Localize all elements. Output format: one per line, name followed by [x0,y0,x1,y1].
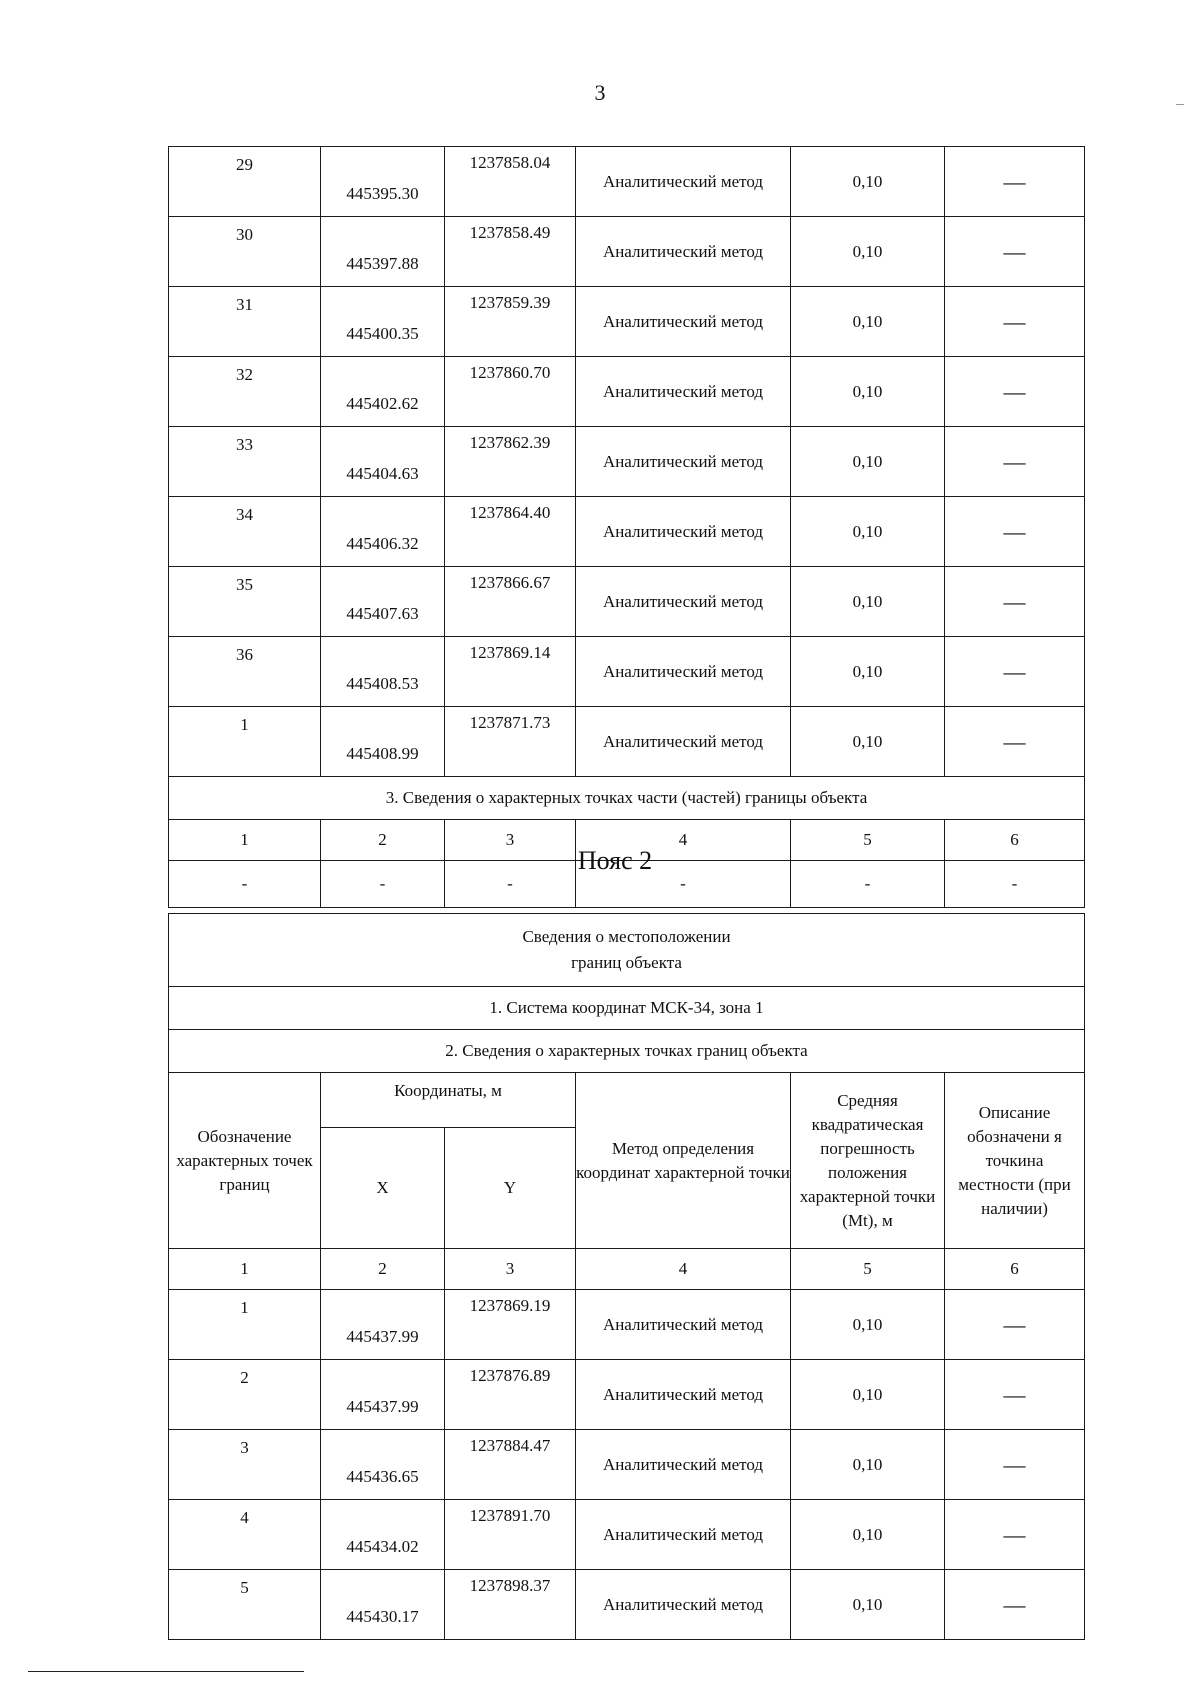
column-number: 2 [321,1249,445,1290]
table-row [169,147,1085,217]
point-number: 35 [169,567,321,637]
mean-error-cell: 0,10 [791,497,945,567]
column-number: 2 [321,820,445,861]
x-coordinate: 445402.62 [321,357,445,427]
y-coordinate: 1237871.73 [445,707,576,777]
point-number: 33 [169,427,321,497]
column-number: 6 [945,1249,1085,1290]
point-number: 5 [169,1570,321,1640]
method-cell: Аналитический метод [576,497,791,567]
point-number: 29 [169,147,321,217]
method-cell: Аналитический метод [576,1290,791,1360]
header-mean-error: Средняя квадратическая погрешность положения характерной точки (Mt), м [791,1073,945,1249]
column-header-row-1 [169,1073,1085,1128]
boundary-points-table-continued [168,146,1085,908]
point-number: 2 [169,1360,321,1430]
page-number: 3 [594,80,606,105]
empty-value: - [445,861,576,908]
location-info-line2: границ объекта [571,953,682,972]
description-cell: — [945,567,1085,637]
method-cell: Аналитический метод [576,567,791,637]
description-cell: — [945,1500,1085,1570]
point-number: 3 [169,1430,321,1500]
method-cell: Аналитический метод [576,1430,791,1500]
method-cell: Аналитический метод [576,217,791,287]
column-number: 4 [576,1249,791,1290]
x-coordinate: 445404.63 [321,427,445,497]
column-number: 1 [169,820,321,861]
header-y: Y [445,1128,576,1249]
point-number: 31 [169,287,321,357]
point-number: 30 [169,217,321,287]
x-coordinate: 445397.88 [321,217,445,287]
point-number: 4 [169,1500,321,1570]
table2-header [169,914,1085,1290]
column-number: 3 [445,820,576,861]
method-cell: Аналитический метод [576,1570,791,1640]
y-coordinate: 1237862.39 [445,427,576,497]
description-cell: — [945,217,1085,287]
column-number: 5 [791,820,945,861]
mean-error-cell: 0,10 [791,147,945,217]
column-number: 1 [169,1249,321,1290]
mean-error-cell: 0,10 [791,1500,945,1570]
description-cell: — [945,427,1085,497]
column-number: 3 [445,1249,576,1290]
point-number: 34 [169,497,321,567]
section2-title: 2. Сведения о характерных точках границ объекта [169,1030,1085,1073]
x-coordinate: 445430.17 [321,1570,445,1640]
x-coordinate: 445434.02 [321,1500,445,1570]
y-coordinate: 1237864.40 [445,497,576,567]
table-row [169,287,1085,357]
y-coordinate: 1237876.89 [445,1360,576,1430]
y-coordinate: 1237884.47 [445,1430,576,1500]
table-row [169,1570,1085,1640]
empty-value: - [576,861,791,908]
empty-value: - [169,861,321,908]
point-number: 36 [169,637,321,707]
x-coordinate: 445408.99 [321,707,445,777]
y-coordinate: 1237859.39 [445,287,576,357]
y-coordinate: 1237891.70 [445,1500,576,1570]
band-title: Пояс 2 [577,846,653,875]
point-number: 1 [169,1290,321,1360]
mean-error-cell: 0,10 [791,1360,945,1430]
mean-error-cell: 0,10 [791,1430,945,1500]
y-coordinate: 1237860.70 [445,357,576,427]
mean-error-cell: 0,10 [791,567,945,637]
description-cell: — [945,1430,1085,1500]
mean-error-cell: 0,10 [791,357,945,427]
description-cell: — [945,357,1085,427]
point-number: 1 [169,707,321,777]
description-cell: — [945,707,1085,777]
table2-body [169,1290,1085,1640]
table1-footer [169,777,1085,908]
method-cell: Аналитический метод [576,1500,791,1570]
method-cell: Аналитический метод [576,427,791,497]
x-coordinate: 445406.32 [321,497,445,567]
method-cell: Аналитический метод [576,1360,791,1430]
method-cell: Аналитический метод [576,357,791,427]
y-coordinate: 1237869.14 [445,637,576,707]
section2-row [169,1030,1085,1073]
column-number: 5 [791,1249,945,1290]
table-row [169,1360,1085,1430]
section3-row [169,777,1085,820]
header-designation: Обозначение характерных точек границ [169,1073,321,1249]
section3-title: 3. Сведения о характерных точках части (частей) границы объекта [169,777,1085,820]
table1-body [169,147,1085,777]
mean-error-cell: 0,10 [791,637,945,707]
location-info-line1: Сведения о местоположении [522,927,731,946]
coord-system-title: 1. Система координат МСК-34, зона 1 [169,987,1085,1030]
header-x: X [321,1128,445,1249]
x-coordinate: 445437.99 [321,1360,445,1430]
table-row [169,1290,1085,1360]
description-cell: — [945,147,1085,217]
location-info-row [169,914,1085,987]
footnote-separator [28,1671,304,1672]
table-row [169,1430,1085,1500]
mean-error-cell: 0,10 [791,1290,945,1360]
empty-value: - [945,861,1085,908]
column-number: 4 [576,820,791,861]
x-coordinate: 445400.35 [321,287,445,357]
header-method: Метод определения координат характерной точки [576,1073,791,1249]
column-number: 6 [945,820,1085,861]
coord-system-row [169,987,1085,1030]
location-info-title [169,914,1085,987]
mean-error-cell: 0,10 [791,1570,945,1640]
column-numbering-row [169,1249,1085,1290]
description-cell: — [945,1360,1085,1430]
empty-value: - [791,861,945,908]
description-cell: — [945,1570,1085,1640]
y-coordinate: 1237858.04 [445,147,576,217]
description-cell: — [945,287,1085,357]
mean-error-cell: 0,10 [791,287,945,357]
table-row [169,357,1085,427]
y-coordinate: 1237858.49 [445,217,576,287]
x-coordinate: 445437.99 [321,1290,445,1360]
description-cell: — [945,497,1085,567]
table-row [169,217,1085,287]
x-coordinate: 445407.63 [321,567,445,637]
x-coordinate: 445436.65 [321,1430,445,1500]
table-row [169,427,1085,497]
description-cell: — [945,1290,1085,1360]
point-number: 32 [169,357,321,427]
table-row [169,707,1085,777]
boundary-points-table-band2 [168,913,1085,1640]
header-coordinates: Координаты, м [321,1073,576,1128]
method-cell: Аналитический метод [576,287,791,357]
x-coordinate: 445408.53 [321,637,445,707]
table-row [169,497,1085,567]
x-coordinate: 445395.30 [321,147,445,217]
y-coordinate: 1237869.19 [445,1290,576,1360]
empty-value: - [321,861,445,908]
mean-error-cell: 0,10 [791,707,945,777]
mean-error-cell: 0,10 [791,427,945,497]
method-cell: Аналитический метод [576,147,791,217]
mean-error-cell: 0,10 [791,217,945,287]
table-row [169,637,1085,707]
scan-mark [1176,104,1184,105]
header-description: Описание обозначени я точкина местности (при наличии) [945,1073,1085,1249]
description-cell: — [945,637,1085,707]
y-coordinate: 1237866.67 [445,567,576,637]
table-row [169,1500,1085,1570]
method-cell: Аналитический метод [576,637,791,707]
table-row [169,567,1085,637]
method-cell: Аналитический метод [576,707,791,777]
y-coordinate: 1237898.37 [445,1570,576,1640]
